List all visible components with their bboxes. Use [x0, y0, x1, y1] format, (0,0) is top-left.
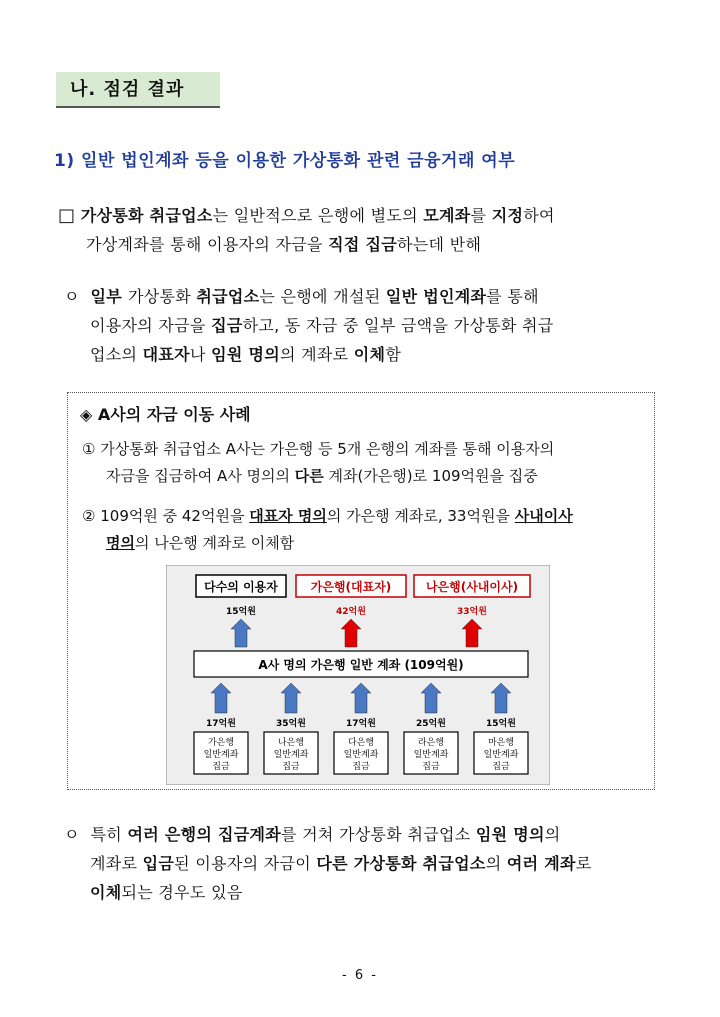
- bank-name-label: 마은행: [487, 738, 515, 748]
- case-item-1: [82, 436, 652, 490]
- text-segment: 취급업소: [196, 287, 260, 306]
- text-segment: 이용자의 자금을: [90, 316, 212, 335]
- bottom-amount-label: 35억원: [276, 719, 306, 729]
- bank-collect-label: 집금: [212, 762, 230, 772]
- para1-line1: [81, 206, 555, 225]
- item2-number: ②: [82, 507, 96, 525]
- center-account-label: A사 명의 가은행 일반 계좌 (109억원): [258, 658, 464, 672]
- text-segment: 여러 계좌: [506, 854, 576, 873]
- case-item-2: ② 109억원 중 42억원을 대표자 명의의 가은행 계좌로, 33억원을 사내이사 명의의 나은행 계좌로 이체함: [82, 503, 652, 557]
- text-segment: 의: [544, 825, 561, 844]
- top-box-label: 가은행(대표자): [310, 580, 392, 594]
- fund-flow-diagram: [166, 565, 550, 785]
- para2-line3: [64, 340, 684, 369]
- text-segment: 나: [189, 345, 212, 364]
- text-segment: 집금: [211, 316, 243, 335]
- text-segment: 계좌로: [90, 854, 143, 873]
- bank-name-label: 가은행: [207, 738, 235, 748]
- text-segment: 로: [575, 854, 592, 873]
- case-title: ◈ A사의 자금 이동 사례: [80, 405, 251, 424]
- bank-account-label: 일반계좌: [203, 750, 239, 760]
- item1-line1: 가상통화 취급업소 A사는 가은행 등 5개 은행의 계좌를 통해 이용자의: [100, 440, 555, 458]
- text-segment: 가상통화 취급업소: [80, 206, 213, 225]
- text-segment: 다른 가상통화 취급업소: [316, 854, 486, 873]
- top-box-label: 다수의 이용자: [204, 580, 278, 594]
- top-box-label: 나은행(사내이사): [425, 580, 519, 594]
- text-segment: 여러 은행의 집금계좌: [127, 825, 281, 844]
- bank-collect-label: 집금: [492, 762, 510, 772]
- para2-line1: [91, 287, 539, 306]
- bottom-amount-label: 15억원: [486, 719, 516, 729]
- text-segment: 되는 경우도 있음: [121, 883, 243, 902]
- text-segment: 함: [385, 345, 402, 364]
- bank-account-label: 일반계좌: [343, 750, 379, 760]
- top-amount-label: 33억원: [457, 607, 487, 617]
- paragraph-1: [58, 201, 678, 259]
- paragraph-3: [64, 820, 684, 907]
- text-segment: 임원 명의: [211, 345, 280, 364]
- circle-bullet: ㅇ: [64, 825, 80, 844]
- text-segment: 하여: [523, 206, 555, 225]
- bank-collect-label: 집금: [352, 762, 370, 772]
- para3-line3: [64, 878, 684, 907]
- bottom-amount-label: 25억원: [416, 719, 446, 729]
- text-segment: 하고, 동 자금 중 일부 금액을 가상통화 취급: [242, 316, 554, 335]
- para3-line1: [91, 825, 561, 844]
- top-amount-label: 15억원: [226, 607, 256, 617]
- bank-account-label: 일반계좌: [273, 750, 309, 760]
- checkbox-bullet: □: [58, 205, 76, 226]
- text-segment: 를 거쳐 가상통화 취급업소: [281, 825, 476, 844]
- bank-account-label: 일반계좌: [413, 750, 449, 760]
- item1-line2: 자금을 집금하여 A사 명의의 다른 계좌(가은행)로 109억원을 집중: [106, 467, 538, 485]
- bank-name-label: 나은행: [277, 738, 305, 748]
- text-segment: 임원 명의: [475, 825, 545, 844]
- text-segment: 지정: [491, 206, 524, 225]
- text-segment: 특히: [90, 825, 128, 844]
- text-segment: 된 이용자의 자금이: [174, 854, 317, 873]
- top-amount-label: 42억원: [336, 607, 366, 617]
- item2-line2: 명의의 나은행 계좌로 이체함: [106, 534, 295, 552]
- subheading: 1) 일반 법인계좌 등을 이용한 가상통화 관련 금융거래 여부: [54, 151, 516, 171]
- section-title: 나. 점검 결과: [56, 72, 220, 108]
- text-segment: 하는데 반해: [397, 235, 482, 254]
- text-segment: 이체: [90, 883, 122, 902]
- bottom-amount-label: 17억원: [206, 719, 236, 729]
- item1-number: ①: [82, 440, 96, 458]
- text-segment: 를: [470, 206, 492, 225]
- para1-line2: [58, 230, 678, 259]
- text-segment: 직접 집금: [328, 235, 398, 254]
- circle-bullet: ㅇ: [64, 287, 80, 306]
- bank-name-label: 다은행: [347, 738, 375, 748]
- text-segment: 일반 법인계좌: [385, 287, 487, 306]
- bank-name-label: 라은행: [417, 738, 445, 748]
- bank-account-label: 일반계좌: [483, 750, 519, 760]
- text-segment: 이체: [353, 345, 386, 364]
- text-segment: 입금: [142, 854, 175, 873]
- text-segment: 가상통화: [127, 287, 197, 306]
- bottom-amount-label: 17억원: [346, 719, 376, 729]
- para3-line2: [64, 849, 684, 878]
- text-segment: 를 통해: [486, 287, 539, 306]
- text-segment: 모계좌: [423, 206, 471, 225]
- text-segment: 업소의: [90, 345, 143, 364]
- bank-collect-label: 집금: [282, 762, 300, 772]
- para2-line2: [64, 311, 684, 340]
- text-segment: 대표자: [142, 345, 190, 364]
- paragraph-2: [64, 282, 684, 369]
- bank-collect-label: 집금: [422, 762, 440, 772]
- text-segment: 는 은행에 개설된: [259, 287, 386, 306]
- text-segment: 는 일반적으로 은행에 별도의: [212, 206, 424, 225]
- text-segment: 의 계좌로: [280, 345, 354, 364]
- text-segment: 일부: [90, 287, 128, 306]
- page-number: - 6 -: [342, 968, 378, 983]
- text-segment: 가상계좌를 통해 이용자의 자금을: [86, 235, 329, 254]
- text-segment: 의: [485, 854, 507, 873]
